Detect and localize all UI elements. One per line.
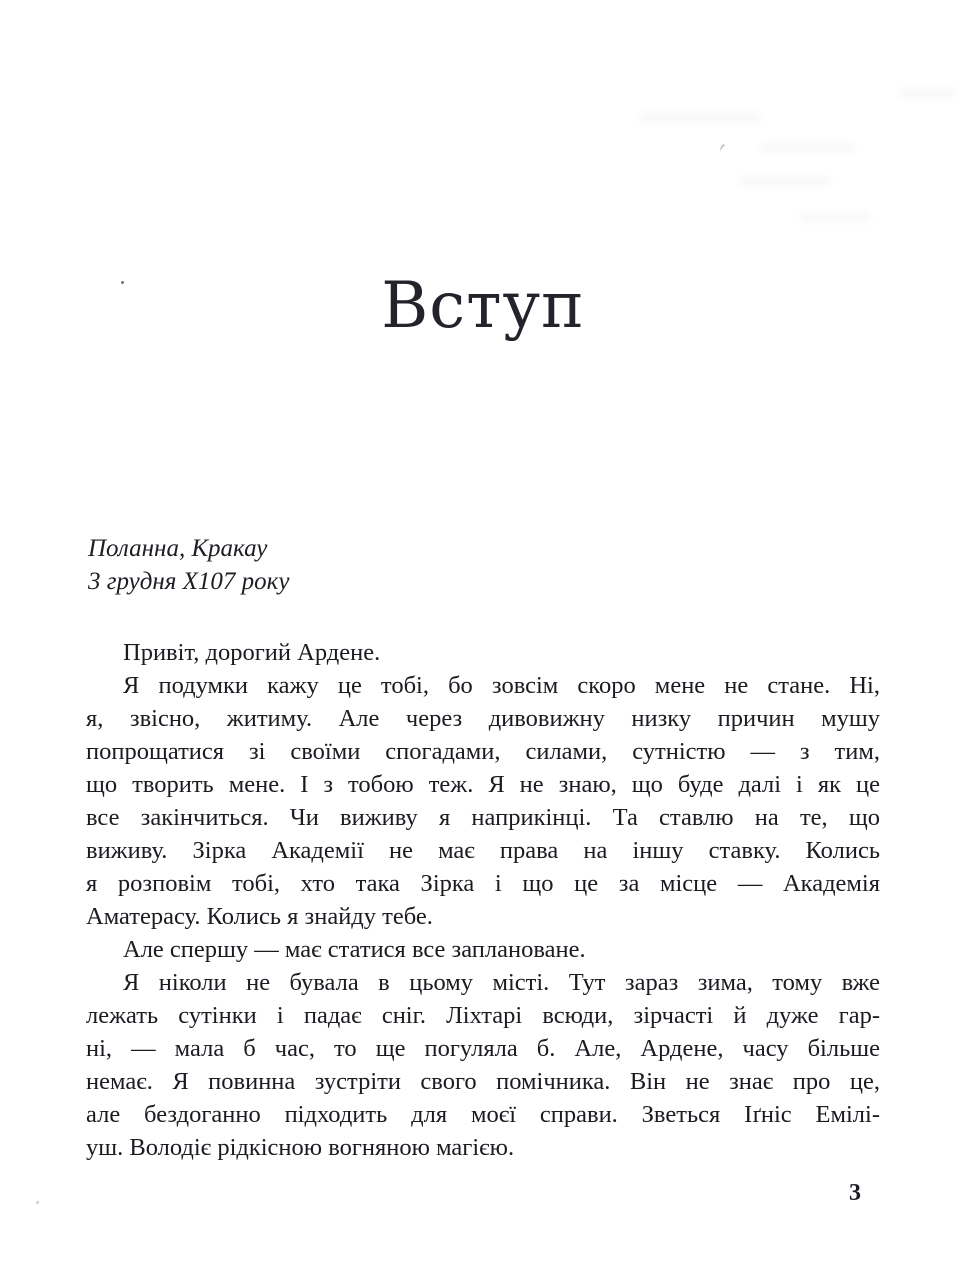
paragraph	[86, 669, 880, 933]
bleed-through-artifact	[760, 142, 855, 153]
text-line: уш. Володіє рідкісною вогняною магією.	[86, 1134, 515, 1161]
text-line: але бездоганно підходить для моєї справи. Зветься Іґніс Емілі-	[86, 1101, 880, 1128]
text-line: Але спершу — має статися все заплановане.	[123, 936, 586, 963]
paragraph	[86, 636, 880, 669]
bleed-through-artifact	[740, 176, 830, 186]
text-line: немає. Я повинна зустріти свого помічника. Він не знає про це,	[86, 1068, 880, 1095]
paragraph	[86, 966, 880, 1164]
text-line: Я ніколи не бувала в цьому місті. Тут зараз зима, тому вже	[123, 969, 880, 996]
text-line: що творить мене. І з тобою теж. Я не знаю, що буде далі і як це	[86, 771, 880, 798]
paragraph	[86, 933, 880, 966]
bleed-through-artifact	[900, 88, 955, 98]
ink-curl-artifact	[718, 144, 729, 155]
text-line: Привіт, дорогий Ардене.	[123, 639, 381, 666]
text-line: виживу. Зірка Академії не має права на іншу ставку. Колись	[86, 837, 880, 864]
text-line: я розповім тобі, хто така Зірка і що це за місце — Академія	[86, 870, 880, 897]
dateline	[88, 532, 289, 598]
text-line: Аматерасу. Колись я знайду тебе.	[86, 903, 433, 930]
text-line: попрощатися зі своїми спогадами, силами, сутністю — з тим,	[86, 738, 880, 765]
body-text	[86, 636, 880, 1164]
text-line: все закінчиться. Чи виживу я наприкінці. Та ставлю на те, що	[86, 804, 880, 831]
ink-speck-artifact	[36, 1201, 39, 1204]
text-line: лежать сутінки і падає сніг. Ліхтарі всюди, зірчасті й дуже гар-	[86, 1002, 880, 1029]
chapter-title: Вступ	[381, 268, 585, 343]
text-line: Я подумки кажу це тобі, бо зовсім скоро мене не стане. Ні,	[123, 672, 880, 699]
text-line: ні, — мала б час, то ще погуляла б. Але, Ардене, часу більше	[86, 1035, 880, 1062]
bleed-through-artifact	[640, 112, 760, 123]
page-number: 3	[849, 1180, 861, 1206]
dateline-date: 3 грудня Х107 року	[88, 568, 290, 595]
text-line: я, звісно, житиму. Але через дивовижну низку причин мушу	[86, 705, 880, 732]
dateline-place: Поланна, Кракау	[88, 535, 268, 562]
bleed-through-artifact	[800, 212, 870, 222]
